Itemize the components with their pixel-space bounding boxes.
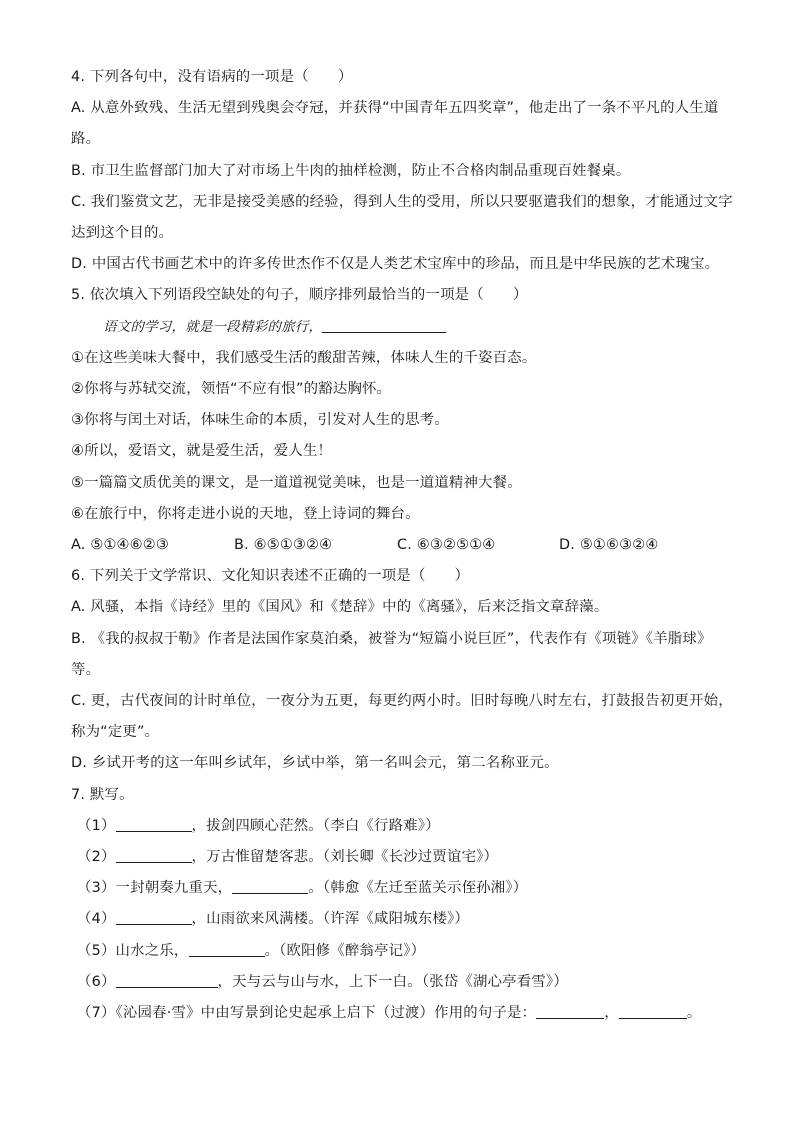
q5-passage-text: 语文的学习，就是一段精彩的旅行，: [103, 318, 323, 335]
q7-item-3-blank[interactable]: [232, 877, 308, 894]
q7-item-3-text: 。（韩愈《左迁至蓝关示侄孙湘》）: [308, 880, 528, 897]
q4-option-a-cont: 路。: [71, 131, 101, 148]
q5-option-d: D. ⑤①⑥③②④: [559, 537, 659, 554]
q7-item-6: [71, 967, 724, 998]
q7-item-3: [71, 873, 724, 904]
q7-item-6-number: （6）: [77, 973, 116, 990]
q7-item-1-text: ，拔剑四顾心茫然。（李白《行路难》）: [191, 817, 440, 834]
q5-passage: [71, 312, 724, 343]
q5-options: [71, 530, 724, 561]
q4-option-c: C. 我们鉴赏文艺，无非是接受美感的经验，得到人生的受用，所以只要驱遣我们的想象，才能通过文字: [71, 193, 733, 210]
q6-option-c: C. 更，古代夜间的计时单位，一夜分为五更，每更约两小时。旧时每晚八时左右，打鼓报告初更开始，: [71, 693, 733, 710]
q7-item-5-blank[interactable]: [189, 940, 265, 957]
q7-item-7-blank-1[interactable]: [536, 1002, 604, 1019]
q7-item-4-blank[interactable]: [116, 908, 192, 925]
q5-sentence-5: ⑤一篇篇文质优美的课文，是一道道视觉美味，也是一道道精神大餐。: [71, 474, 522, 491]
q5-sentence-6: ⑥在旅行中，你将走进小说的天地，登上诗词的舞台。: [71, 505, 420, 522]
q5-sentence-3: ③你将与闰土对话，体味生命的本质，引发对人生的思考。: [71, 412, 449, 429]
q5-option-a: A. ⑤①④⑥②③: [71, 537, 169, 554]
q7-item-3-text-before: （3）一封朝奏九重天，: [77, 880, 233, 897]
q7-item-5-text: 。（欧阳修《醉翁亭记》）: [264, 942, 426, 959]
q7-item-2-blank[interactable]: [116, 846, 192, 863]
q6-stem: 6. 下列关于文学常识、文化知识表述不正确的一项是（ ）: [71, 568, 470, 585]
q4-option-b: B. 市卫生监督部门加大了对市场上牛肉的抽样检测，防止不合格肉制品重现百姓餐桌。: [71, 162, 631, 179]
q5-sentence-2: ②你将与苏轼交流，领悟“不应有恨”的豁达胸怀。: [71, 381, 392, 398]
q5-sentence-4: ④所以，爱语文，就是爱生活，爱人生！: [71, 443, 333, 460]
q7-stem: 7. 默写。: [71, 786, 134, 803]
q7-item-2-number: （2）: [77, 849, 116, 866]
q7-item-6-blank[interactable]: [116, 971, 218, 988]
q7-item-7-text-before: （7）《沁园春·雪》中由写景到论史起承上启下（过渡）作用的句子是：: [77, 1005, 537, 1022]
q5-sentence-1: ①在这些美味大餐中，我们感受生活的酸甜苦辣，体味人生的千姿百态。: [71, 349, 537, 366]
q4-option-c-cont: 达到这个目的。: [71, 225, 174, 242]
q7-item-1: [71, 811, 724, 842]
q4-option-d: D. 中国古代书画艺术中的许多传世杰作不仅是人类艺术宝库中的珍品，而且是中华民族的艺术瑰宝。: [71, 256, 720, 273]
q7-item-1-number: （1）: [77, 817, 116, 834]
q7-item-4: [71, 904, 724, 935]
q7-item-4-number: （4）: [77, 911, 116, 928]
q4-stem: 4. 下列各句中，没有语病的一项是（ ）: [71, 69, 353, 85]
q5-option-c: C. ⑥③②⑤①④: [397, 537, 496, 554]
q7-item-7-text-after: 。: [686, 1005, 702, 1022]
q7-item-5-text-before: （5）山水之乐，: [77, 942, 189, 959]
q6-option-b: B. 《我的叔叔于勒》作者是法国作家莫泊桑，被誉为“短篇小说巨匠”，代表作有《项链》《羊脂球》: [71, 630, 712, 647]
q6-option-d: D. 乡试开考的这一年叫乡试年，乡试中举，第一名叫会元，第二名称亚元。: [71, 755, 559, 772]
q7-item-4-text: ，山雨欲来风满楼。（许浑《咸阳城东楼》）: [191, 911, 469, 928]
q5-stem: 5. 依次填入下列语段空缺处的句子，顺序排列最恰当的一项是（ ）: [71, 287, 528, 304]
q5-answer-blank[interactable]: [322, 316, 446, 333]
q6-option-c-cont: 称为“定更”。: [71, 724, 160, 741]
q4-option-a: A. 从意外致残、生活无望到残奥会夺冠，并获得“中国青年五四奖章”，他走出了一条不平凡的人生道: [71, 100, 719, 117]
q7-item-2-text: ，万古惟留楚客悲。（刘长卿《长沙过贾谊宅》）: [191, 849, 499, 866]
q7-item-7: [71, 998, 724, 1029]
q5-option-b: B. ⑥⑤①③②④: [234, 537, 333, 554]
q6-option-a: A. 风骚，本指《诗经》里的《国风》和《楚辞》中的《离骚》，后来泛指文章辞藻。: [71, 599, 609, 616]
q7-item-6-text: ，天与云与山与水，上下一白。（张岱《湖心亭看雪》）: [217, 973, 568, 990]
q6-option-b-cont: 等。: [71, 661, 101, 678]
q7-item-1-blank[interactable]: [116, 815, 192, 832]
q7-item-5: [71, 936, 724, 967]
q7-item-2: [71, 842, 724, 873]
q7-item-7-comma: ，: [604, 1005, 619, 1022]
q7-item-7-blank-2[interactable]: [619, 1002, 687, 1019]
